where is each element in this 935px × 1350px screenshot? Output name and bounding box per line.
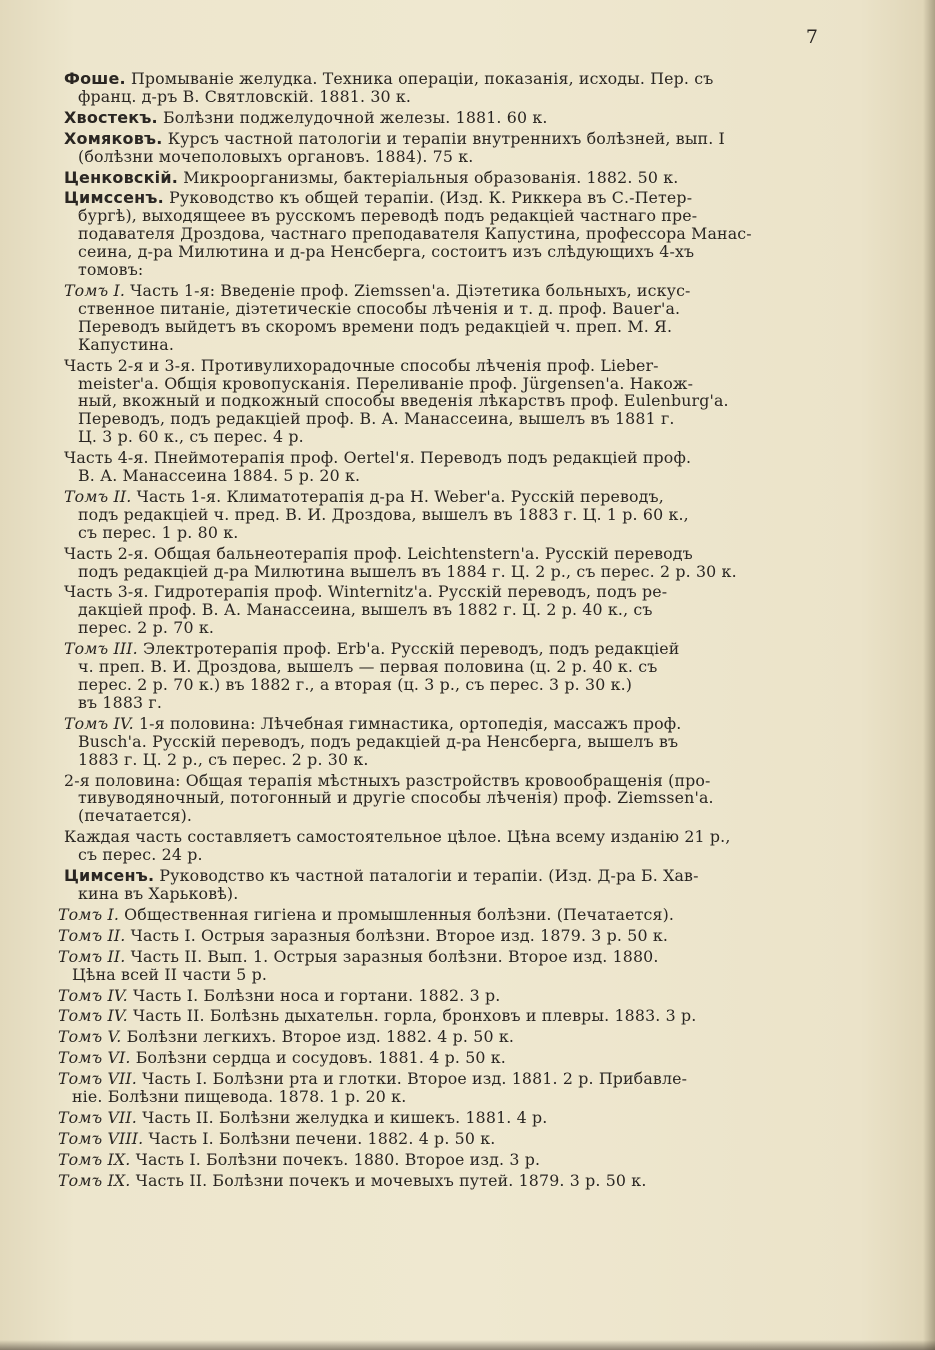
entry-text: 2-я половина: Общая терапія мѣстныхъ разстройствъ кровообращенія (про- тивуводяночный, потогонный и другіе способы лѣченія) проф. Ziemssen'a. (печатается). bbox=[64, 770, 714, 826]
entry-text: 1-я половина: Лѣчебная гимнастика, ортопедія, массажъ проф. Busch'a. Русскій переводъ, подъ редакціей д-ра Ненсберга, вышелъ въ 1883 г. Ц. 2 р., съ перес. 2 р. 30 к. bbox=[78, 713, 682, 769]
catalog-subentry bbox=[64, 449, 823, 485]
volume-label: Томъ IV. bbox=[58, 985, 128, 1005]
catalog-subentry bbox=[58, 1027, 823, 1047]
catalog-subentry bbox=[58, 925, 823, 945]
catalog-entry bbox=[64, 109, 823, 127]
entry-author: Ценковскій. bbox=[64, 167, 179, 187]
entry-text: Общественная гигіена и промышленныя болѣзни. (Печатается). bbox=[119, 904, 675, 924]
entry-author: Хвостекъ. bbox=[64, 107, 158, 127]
entry-author: Цимсенъ. bbox=[64, 866, 155, 886]
entry-text: Часть II. Болѣзни желудка и кишекъ. 1881. 4 р. bbox=[136, 1107, 548, 1127]
catalog-entry bbox=[64, 70, 823, 106]
entry-author: Фоше. bbox=[64, 69, 126, 88]
catalog-subentry bbox=[58, 1048, 823, 1068]
entry-text: Часть 4-я. Пнеймотерапія проф. Oertel'я. Переводъ подъ редакціей проф. В. А. Манассеина 1884. 5 р. 20 к. bbox=[64, 448, 692, 486]
volume-label: Томъ VI. bbox=[58, 1048, 131, 1068]
volume-label: Томъ IX. bbox=[58, 1149, 131, 1169]
volume-label: Томъ II. bbox=[58, 946, 126, 966]
volume-label: Томъ V. bbox=[58, 1027, 122, 1047]
entry-text: Болѣзни поджелудочной железы. 1881. 60 к. bbox=[157, 107, 548, 127]
entry-text: Руководство къ общей терапіи. (Изд. К. Риккера въ С.-Петер- бургѣ), выходящеее въ русскомъ переводѣ подъ редакціей частнаго пре- подавателя Дроздова, частнаго преподавателя Капустина, профессора Манас- сеина, д-ра Милютина и д-ра Ненсберга, состоитъ изъ слѣдующихъ 4-хъ томовъ: bbox=[78, 188, 752, 280]
catalog-subentry bbox=[58, 1107, 823, 1127]
entry-text: Часть 2-я и 3-я. Противулихорадочные способы лѣченія проф. Lieber- meister'a. Общія кровопусканія. Переливаніе проф. Jürgensen'a. Накож- ный, вкожный и подкожный способы введенія лѣкарствъ проф. Eulenburg'a. Переводъ, подъ редакціей проф. В. А. Манассеина, вышелъ въ 1881 г. Ц. 3 р. 60 к., съ перес. 4 р. bbox=[64, 355, 729, 447]
catalog-subentry bbox=[58, 1170, 823, 1190]
entry-text: Электротерапія проф. Erb'a. Русскій переводъ, подъ редакціей ч. преп. В. И. Дроздова, вышелъ — первая половина (ц. 2 р. 40 к. съ перес. 2 р. 70 к.) въ 1882 г., а вторая (ц. 3 р., съ перес. 3 р. 30 к.) въ 1883 г. bbox=[78, 639, 680, 712]
entry-text: Часть 1-я: Введеніе проф. Ziemssen'a. Діэтетика больныхъ, искус- ственное питаніе, діэтетическіе способы лѣченія и т. д. проф. Bauer'a. Переводъ выйдетъ въ скоромъ времени подъ редакціей ч. преп. М. Я. Капустина. bbox=[78, 280, 691, 354]
entry-text: Часть I. Болѣзни рта и глотки. Второе изд. 1881. 2 р. Прибавле- ніе. Болѣзни пищевода. 1878. 1 р. 20 к. bbox=[72, 1069, 688, 1107]
volume-label: Томъ III. bbox=[64, 639, 138, 659]
entry-text: Часть 1-я. Климатотерапія д-ра H. Weber'a. Русскій переводъ, подъ редакціей ч. пред. В. И. Дроздова, вышелъ въ 1883 г. Ц. 1 р. 60 к., съ перес. 1 р. 80 к. bbox=[78, 486, 689, 542]
catalog-subentry bbox=[58, 1069, 823, 1107]
volume-label: Томъ I. bbox=[58, 904, 120, 924]
entry-text: Часть I. Болѣзни почекъ. 1880. Второе изд. 3 р. bbox=[130, 1149, 541, 1169]
entry-text: Часть II. Болѣзни почекъ и мочевыхъ путей. 1879. 3 р. 50 к. bbox=[130, 1170, 647, 1190]
entry-text: Часть I. Болѣзни носа и гортани. 1882. 3 р. bbox=[127, 985, 501, 1005]
entry-author: Цимссенъ. bbox=[64, 188, 164, 208]
entry-text: Болѣзни легкихъ. Второе изд. 1882. 4 р. 50 к. bbox=[121, 1027, 515, 1047]
volume-label: Томъ IV. bbox=[64, 713, 134, 733]
volume-label: Томъ IV. bbox=[58, 1006, 128, 1026]
catalog-subentry bbox=[64, 828, 823, 864]
volume-label: Томъ VII. bbox=[58, 1069, 137, 1089]
catalog-entry bbox=[64, 130, 823, 166]
catalog-subentry bbox=[64, 488, 823, 542]
volume-label: Томъ II. bbox=[64, 486, 132, 506]
volume-label: Томъ VII. bbox=[58, 1107, 137, 1127]
entry-text: Часть 2-я. Общая бальнеотерапія проф. Leichtenstern'a. Русскій переводъ подъ редакціей д-ра Милютина вышелъ въ 1884 г. Ц. 2 р., съ перес. 2 р. 30 к. bbox=[64, 543, 737, 581]
volume-label: Томъ II. bbox=[58, 925, 126, 945]
catalog-subentry bbox=[58, 1149, 823, 1169]
catalog-subentry bbox=[58, 904, 823, 924]
catalog-subentry bbox=[64, 715, 823, 769]
entry-text: Микроорганизмы, бактеріальныя образованія. 1882. 50 к. bbox=[178, 167, 679, 187]
entry-text: Руководство къ частной паталогіи и терапіи. (Изд. Д-ра Б. Хав- кина въ Харьковѣ). bbox=[78, 866, 699, 903]
page-number: 7 bbox=[805, 26, 818, 48]
catalog-entry bbox=[64, 867, 823, 903]
entry-text: Часть I. Болѣзни печени. 1882. 4 р. 50 к. bbox=[143, 1128, 496, 1148]
catalog-subentry bbox=[64, 772, 823, 826]
entry-text: Промываніе желудка. Техника операціи, показанія, исходы. Пер. съ франц. д-ръ В. Святловскій. 1881. 30 к. bbox=[78, 69, 714, 106]
entry-text: Часть II. Вып. 1. Острыя заразныя болѣзни. Второе изд. 1880. Цѣна всей II части 5 р. bbox=[72, 946, 659, 984]
catalog-entry bbox=[64, 169, 823, 187]
catalog-subentry bbox=[64, 282, 823, 354]
entry-text: Часть 3-я. Гидротерапія проф. Winternitz'a. Русскій переводъ, подъ ре- дакціей проф. В. А. Манассеина, вышелъ въ 1882 г. Ц. 2 р. 40 к., съ перес. 2 р. 70 к. bbox=[64, 582, 668, 638]
entry-text: Болѣзни сердца и сосудовъ. 1881. 4 р. 50 к. bbox=[130, 1048, 506, 1068]
catalog-subentry bbox=[58, 1128, 823, 1148]
catalog-subentry bbox=[64, 640, 823, 712]
catalog-subentry bbox=[64, 357, 823, 447]
catalog-subentry bbox=[58, 1006, 823, 1026]
page-edge-shadow bbox=[923, 0, 935, 1350]
page-bottom-shadow bbox=[0, 1340, 935, 1350]
entry-text: Курсъ частной патологіи и терапіи внутреннихъ болѣзней, вып. I (болѣзни мочеполовыхъ органовъ. 1884). 75 к. bbox=[78, 128, 725, 166]
entry-text: Часть II. Болѣзнь дыхательн. горла, бронховъ и плевры. 1883. 3 р. bbox=[127, 1006, 697, 1026]
volume-label: Томъ IX. bbox=[58, 1170, 131, 1190]
catalog-subentry bbox=[64, 583, 823, 637]
volume-label: Томъ VIII. bbox=[58, 1128, 144, 1148]
entry-author: Хомяковъ. bbox=[64, 128, 163, 148]
catalog-entries bbox=[58, 69, 823, 1190]
catalog-subentry bbox=[64, 545, 823, 581]
entry-text: Каждая часть составляетъ самостоятельное цѣлое. Цѣна всему изданію 21 р., съ перес. 24 р. bbox=[64, 827, 731, 865]
volume-label: Томъ I. bbox=[64, 280, 126, 300]
entry-text: Часть I. Острыя заразныя болѣзни. Второе изд. 1879. 3 р. 50 к. bbox=[125, 925, 669, 945]
catalog-entry bbox=[64, 189, 823, 279]
catalog-subentry bbox=[58, 946, 823, 984]
catalog-subentry bbox=[58, 985, 823, 1005]
